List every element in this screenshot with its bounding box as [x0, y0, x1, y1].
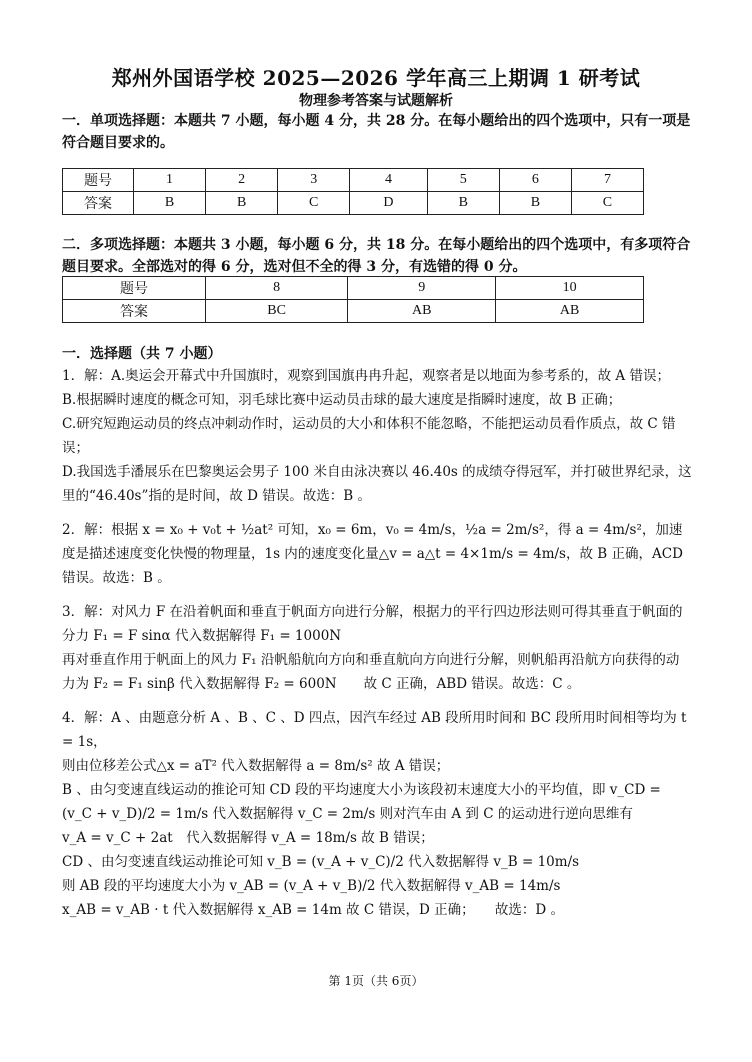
analysis-heading: 一．选择题（共 7 小题）	[62, 346, 222, 362]
analysis-line: v_A = v_C + 2at 代入数据解得 v_A = 18m/s 故 B 错误；	[62, 830, 434, 846]
analysis-line: 2．解：根据 x = x₀ + v₀t + ½at² 可知，x₀ = 6m，v₀ = 4m/s，½a = 2m/s²，得 a = 4m/s²，加速度是描述速度变化快慢的物理量，1s 内的速度变化量△v = a△t = 4×1m/s = 4m/s，故 B 正确，ACD 错误。故选：B 。	[62, 522, 683, 586]
question-number: 5	[427, 169, 499, 192]
answer-cell: B	[499, 192, 571, 215]
section2-answer-table	[62, 276, 644, 323]
analysis-line: 则 AB 段的平均速度大小为 v_AB = (v_A + v_B)/2 代入数据解得 v_AB = 14m/s	[62, 878, 561, 894]
table-row	[63, 169, 644, 192]
section1-heading: 一．单项选择题：本题共 7 小题，每小题 4 分，共 28 分。在每小题给出的四个选项中，只有一项是符合题目要求的。	[62, 113, 691, 151]
page-subtitle: 物理参考答案与试题解析	[299, 93, 453, 109]
table-row	[63, 277, 644, 300]
analysis-line: B 、由匀变速直线运动的推论可知 CD 段的平均速度大小为该段初末速度大小的平均值，即 v_CD = (v_C + v_D)/2 = 1m/s 代入数据解得 v_C = 2m/s 则对汽车由 A 到 C 的运动进行逆向思维有	[62, 782, 661, 822]
analysis-line: D.我国选手潘展乐在巴黎奥运会男子 100 米自由泳决赛以 46.40s 的成绩夺得冠军，并打破世界纪录，这里的“46.40s”指的是时间，故 D 错误。故选：B 。	[62, 464, 692, 504]
question-number: 9	[348, 277, 496, 300]
section2-heading: 二．多项选择题：本题共 3 小题，每小题 6 分，共 18 分。在每小题给出的四个选项中，有多项符合题目要求。全部选对的得 6 分，选对但不全的得 3 分，有选错的得 0 分。	[62, 237, 691, 275]
row-label: 答案	[63, 192, 134, 215]
answer-cell: B	[206, 192, 278, 215]
analysis-line: 则由位移差公式△x = aT² 代入数据解得 a = 8m/s² 故 A 错误；	[62, 758, 450, 774]
analysis-line: 4．解：A 、由题意分析 A 、B 、C 、D 四点，因汽车经过 AB 段所用时间和 BC 段所用时间相等均为 t = 1s，	[62, 710, 687, 750]
question-number: 3	[278, 169, 350, 192]
row-label: 答案	[63, 300, 206, 323]
answer-cell: AB	[496, 300, 644, 323]
answer-cell: AB	[348, 300, 496, 323]
analysis-line: 3．解：对风力 F 在沿着帆面和垂直于帆面方向进行分解，根据力的平行四边形法则可得其垂直于帆面的分力 F₁ = F sinα 代入数据解得 F₁ = 1000N	[62, 604, 683, 644]
question-number: 10	[496, 277, 644, 300]
analysis-line: B.根据瞬时速度的概念可知，羽毛球比赛中运动员击球的最大速度是指瞬时速度，故 B 正确；	[62, 392, 622, 408]
analysis-line: x_AB = v_AB · t 代入数据解得 x_AB = 14m 故 C 错误，D 正确； 故选：D 。	[62, 902, 564, 918]
answer-cell: C	[571, 192, 643, 215]
question-number: 7	[571, 169, 643, 192]
analysis-line: 1．解：A.奥运会开幕式中升国旗时，观察到国旗冉冉升起，观察者是以地面为参考系的，故 A 错误；	[62, 368, 670, 384]
page-title: 郑州外国语学校 2025—2026 学年高三上期调 1 研考试	[111, 66, 641, 90]
question-number: 6	[499, 169, 571, 192]
answer-cell: B	[134, 192, 206, 215]
analysis-line: CD 、由匀变速直线运动推论可知 v_B = (v_A + v_C)/2 代入数据解得 v_B = 10m/s	[62, 854, 580, 870]
answer-cell: BC	[206, 300, 348, 323]
question-number: 1	[134, 169, 206, 192]
analysis-body	[62, 364, 692, 922]
table-row	[63, 300, 644, 323]
question-number: 4	[350, 169, 428, 192]
analysis-line: C.研究短跑运动员的终点冲刺动作时，运动员的大小和体积不能忽略，不能把运动员看作质点，故 C 错误；	[62, 416, 676, 456]
answer-cell: C	[278, 192, 350, 215]
row-label: 题号	[63, 169, 134, 192]
question-number: 2	[206, 169, 278, 192]
row-label: 题号	[63, 277, 206, 300]
analysis-line: 再对垂直作用于帆面上的风力 F₁ 沿帆船航向方向和垂直航向方向进行分解，则帆船再沿航方向获得的动力为 F₂ = F₁ sinβ 代入数据解得 F₂ = 600N 故 C 正确，ABD 错误。故选：C 。	[62, 652, 680, 692]
page-footer: 第 1页（共 6页）	[328, 974, 424, 988]
table-row	[63, 192, 644, 215]
answer-cell: B	[427, 192, 499, 215]
section1-answer-table	[62, 168, 644, 215]
question-number: 8	[206, 277, 348, 300]
answer-cell: D	[350, 192, 428, 215]
